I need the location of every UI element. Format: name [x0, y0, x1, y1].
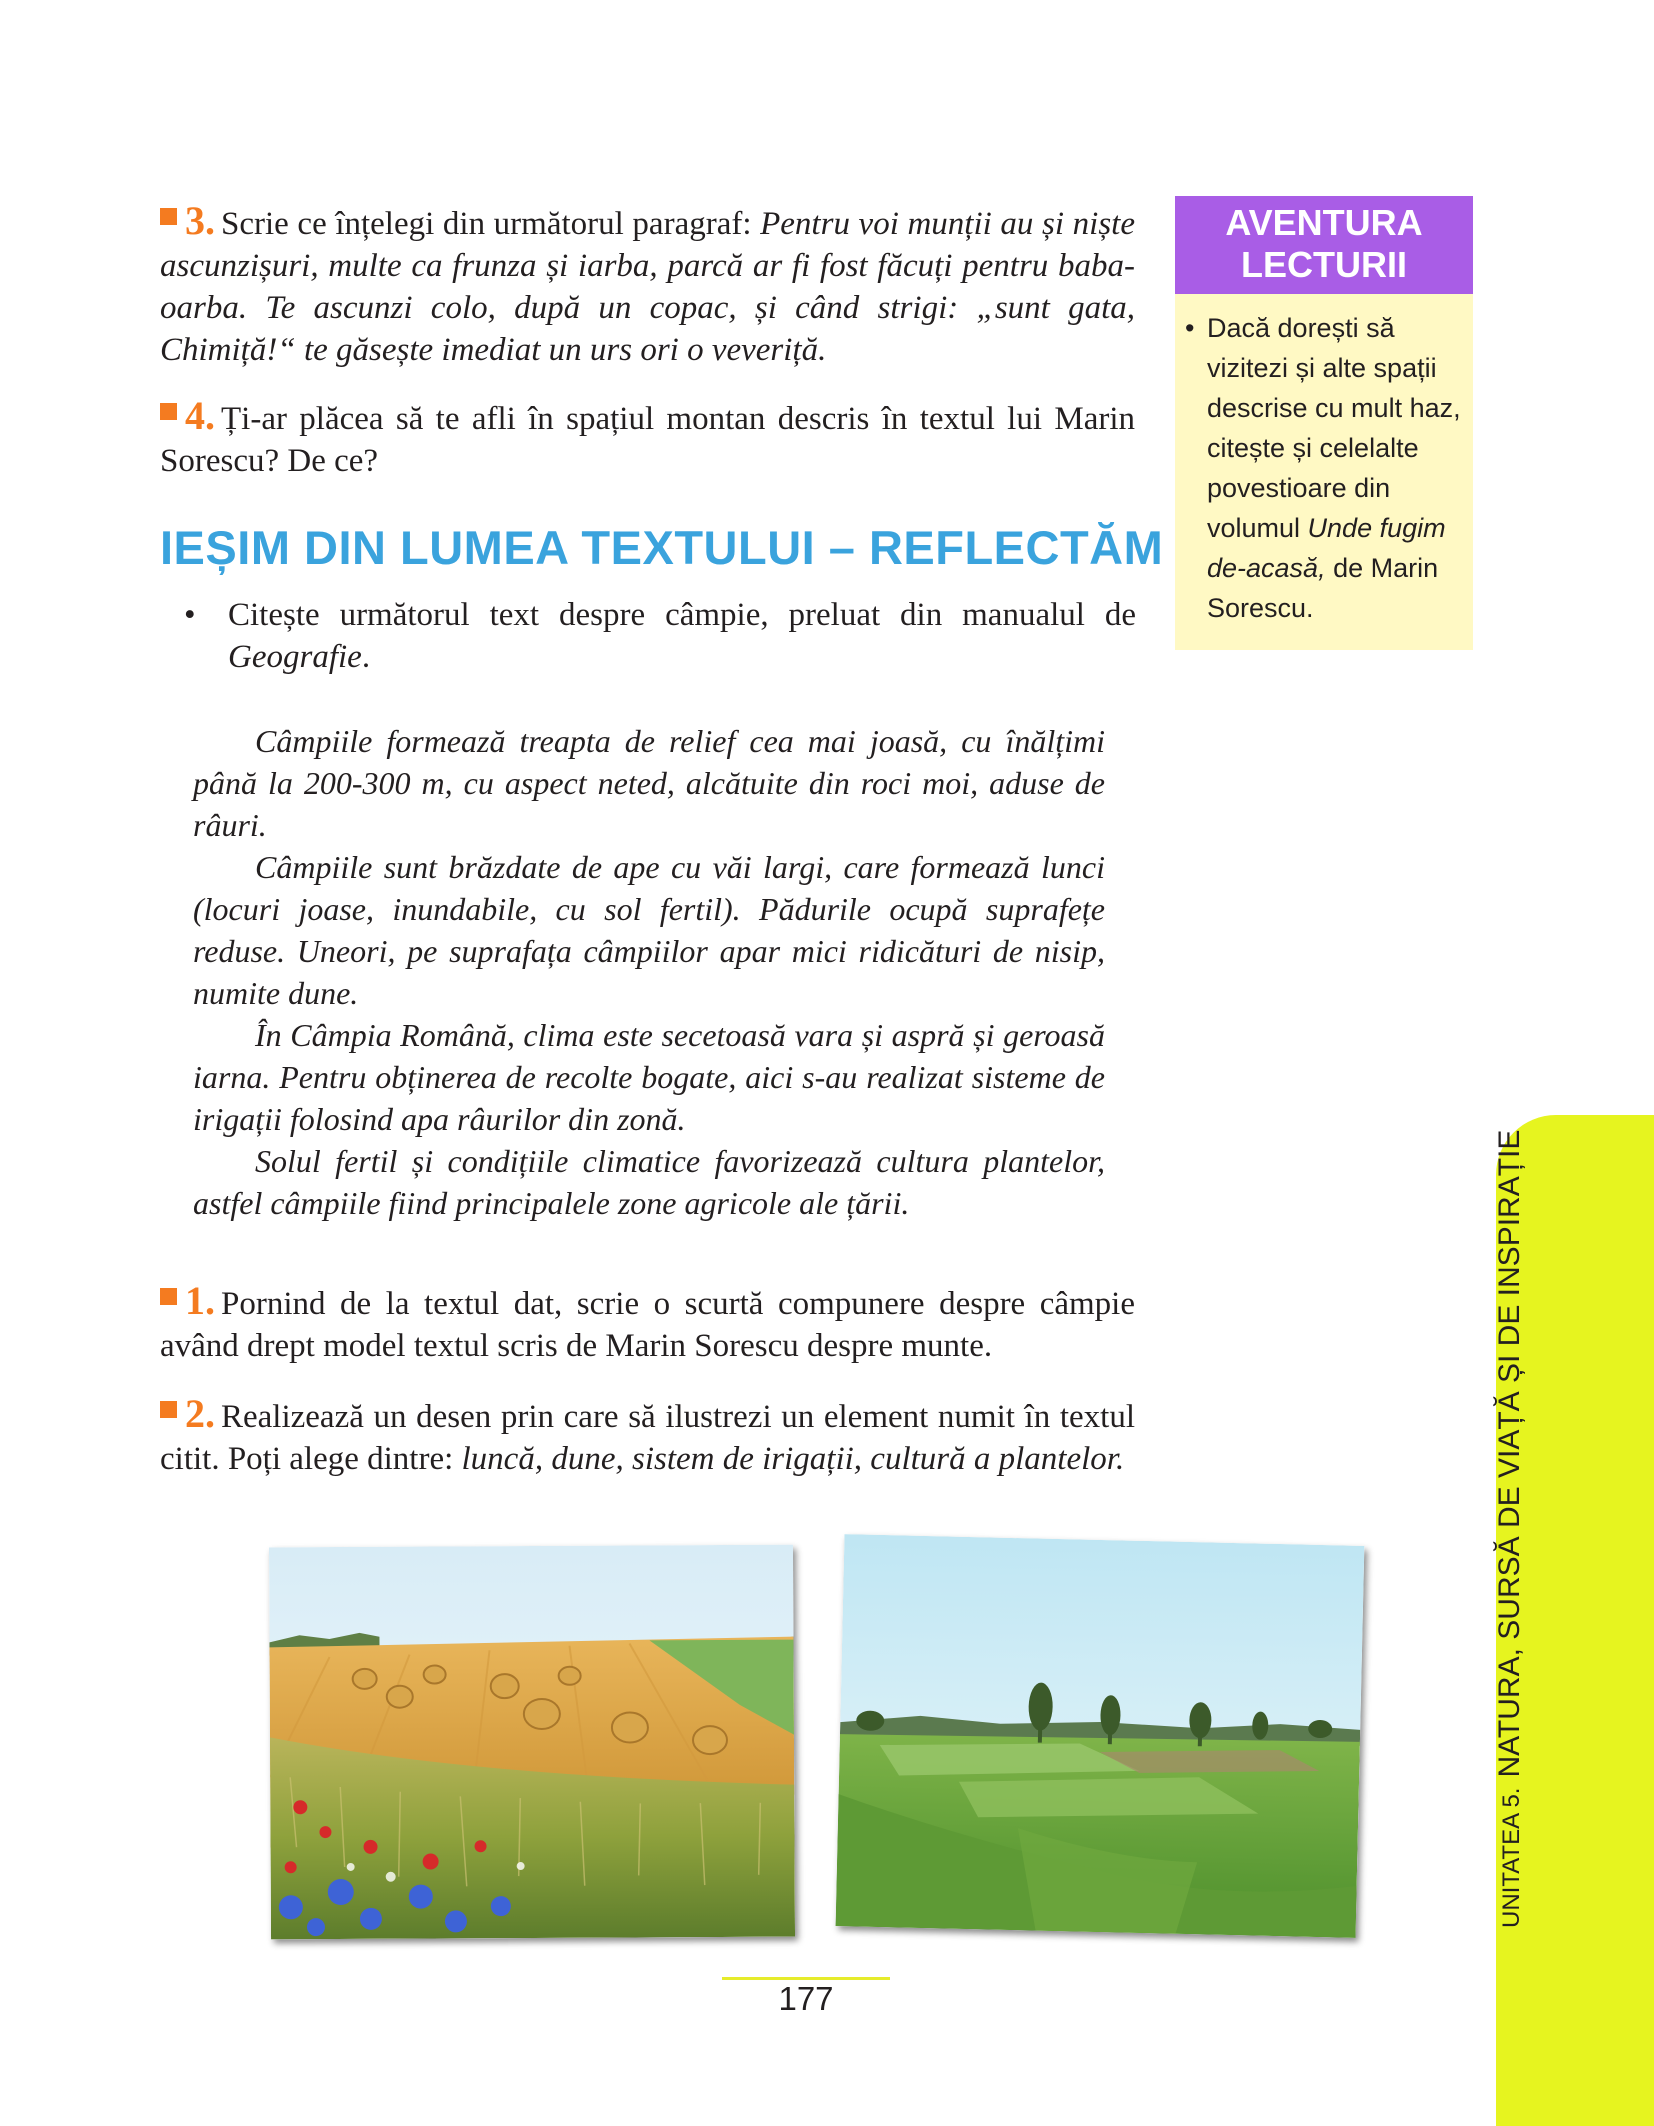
bullet-dot: • — [184, 597, 196, 633]
instruction-text: Citește următorul text despre câmpie, preluat din manualul de — [228, 597, 1136, 633]
question-3 — [160, 200, 1135, 371]
question-4 — [160, 395, 1135, 482]
aside-text: Dacă dorești să vizitezi și alte spații descrise cu mult haz, citește și celelalte povestioare din volumul — [1207, 313, 1461, 543]
question-number: 1. — [185, 1278, 215, 1323]
orange-square-marker — [160, 208, 177, 225]
passage-paragraph: Câmpiile sunt brăzdate de ape cu văi largi, care formează lunci (locuri joase, inundabile, cu sol fertil). Pădurile ocupă suprafețe reduse. Uneori, pe suprafața câmpiilor apar mici ridicături de nisip, numite dune. — [193, 849, 1105, 1011]
passage-paragraph: Câmpiile formează treapta de relief cea mai joasă, cu înălțimi până la 200-300 m, cu aspect neted, alcătuite din roci moi, aduse de râuri. — [193, 723, 1105, 843]
wheat-field-photo — [269, 1545, 795, 1940]
question-text: Realizează un desen prin care să ilustrezi un element numit în textul citit. Poți alege dintre: — [160, 1399, 1135, 1477]
unit-title: NATURA, SURSĂ DE VIAȚĂ ȘI DE INSPIRAȚIE — [1493, 1129, 1526, 1778]
orange-square-marker — [160, 1288, 177, 1305]
quoted-paragraph: Pentru voi munții au și niște ascunzișuri, multe ca frunza și iarba, parcă ar fi fost făcuți pentru baba-oarba. Te ascunzi colo, după un copac, și când strigi: „sunt gata, Chimiță!“ te găsește imediat un urs ori o veveriță. — [160, 206, 1135, 368]
instruction-end: . — [361, 639, 371, 675]
reading-adventure-box — [1175, 196, 1473, 650]
orange-square-marker — [160, 1401, 177, 1418]
book-title: Unde fugim de-acasă, — [1207, 513, 1446, 583]
geography-passage — [193, 720, 1105, 1224]
green-plain-image — [836, 1534, 1365, 1938]
wheat-field-image — [269, 1545, 795, 1940]
green-plain-photo — [836, 1534, 1365, 1938]
question-number: 2. — [185, 1391, 215, 1436]
question-text: Scrie ce înțelegi din următorul paragraf: — [221, 206, 761, 242]
section-heading: IEȘIM DIN LUMEA TEXTULUI – REFLECTĂM — [160, 521, 1164, 574]
unit-number: UNITATEA 5. — [1498, 1787, 1525, 1928]
instruction-bullet — [184, 594, 1136, 678]
aside-body — [1175, 294, 1473, 650]
question-options: luncă, dune, sistem de irigații, cultură a plantelor. — [461, 1441, 1125, 1477]
bullet-dot: • — [1185, 313, 1195, 343]
aside-title: AVENTURA LECTURII — [1175, 196, 1473, 294]
aside-text-end: de Marin Sorescu. — [1207, 553, 1439, 623]
orange-square-marker — [160, 403, 177, 420]
question-text: Ți-ar plăcea să te afli în spațiul montan descris în textul lui Marin Sorescu? De ce? — [160, 401, 1135, 479]
passage-paragraph: În Câmpia Română, clima este secetoasă vara și aspră și geroasă iarna. Pentru obținerea de recolte bogate, aici s-au realizat sisteme de irigații folosind apa râurilor din zonă. — [193, 1017, 1105, 1137]
question-2 — [160, 1393, 1135, 1480]
question-text: Pornind de la textul dat, scrie o scurtă compunere despre câmpie având drept model textul scris de Marin Sorescu despre munte. — [160, 1286, 1135, 1364]
instruction-italic: Geografie — [228, 639, 362, 675]
passage-paragraph: Solul fertil și condițiile climatice favorizează cultura plantelor, astfel câmpiile fiind principalele zone agricole ale țării. — [193, 1143, 1105, 1221]
unit-tab-label — [1493, 1130, 1527, 1928]
question-number: 3. — [185, 198, 215, 243]
page-number: 177 — [778, 1980, 834, 2017]
question-number: 4. — [185, 393, 215, 438]
question-1 — [160, 1280, 1135, 1367]
